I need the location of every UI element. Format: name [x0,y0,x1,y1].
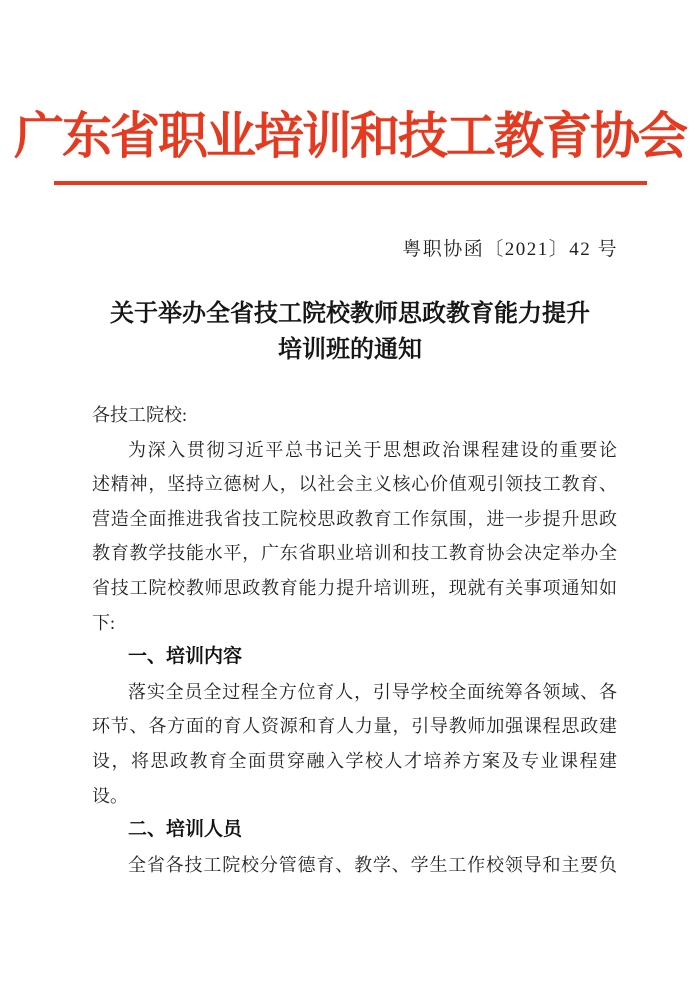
salutation: 各技工院校: [92,405,188,425]
body-line: 下: [92,612,116,633]
letterhead-rule [54,181,647,185]
notice-title [0,296,700,368]
notice-title-line-1: 关于举办全省技工院校教师思政教育能力提升 [110,301,590,327]
body-line: 为深入贯彻习近平总书记关于思想政治课程建设的重要论 [128,439,617,460]
section-heading: 二、培训人员 [128,819,243,841]
body-line: 营造全面推进我省技工院校思政教育工作氛围，进一步提升思政 [92,508,617,529]
body-line: 落实全员全过程全方位育人，引导学校全面统筹各领域、各 [128,681,617,702]
body-lines [92,433,617,883]
notice-title-line-2: 培训班的通知 [278,337,422,363]
body-line: 设。 [92,785,128,806]
section-heading: 一、培训内容 [128,646,243,668]
body-line: 全省各技工院校分管德育、教学、学生工作校领导和主要负 [128,854,617,875]
body-line: 教育教学技能水平，广东省职业培训和技工教育协会决定举办全 [92,543,617,564]
body-line: 述精神，坚持立德树人，以社会主义核心价值观引领技工教育、 [92,474,617,495]
body-line: 省技工院校教师思政教育能力提升培训班，现就有关事项通知如 [92,577,617,598]
body-line: 设，将思政教育全面贯穿融入学校人才培养方案及专业课程建 [92,750,617,771]
doc-number: 粤职协函〔2021〕42 号 [402,239,618,260]
notice-body [92,398,617,882]
letterhead-org-name: 广东省职业培训和技工教育协会 [14,108,686,164]
body-line: 环节、各方面的育人资源和育人力量，引导教师加强课程思政建 [92,716,617,737]
